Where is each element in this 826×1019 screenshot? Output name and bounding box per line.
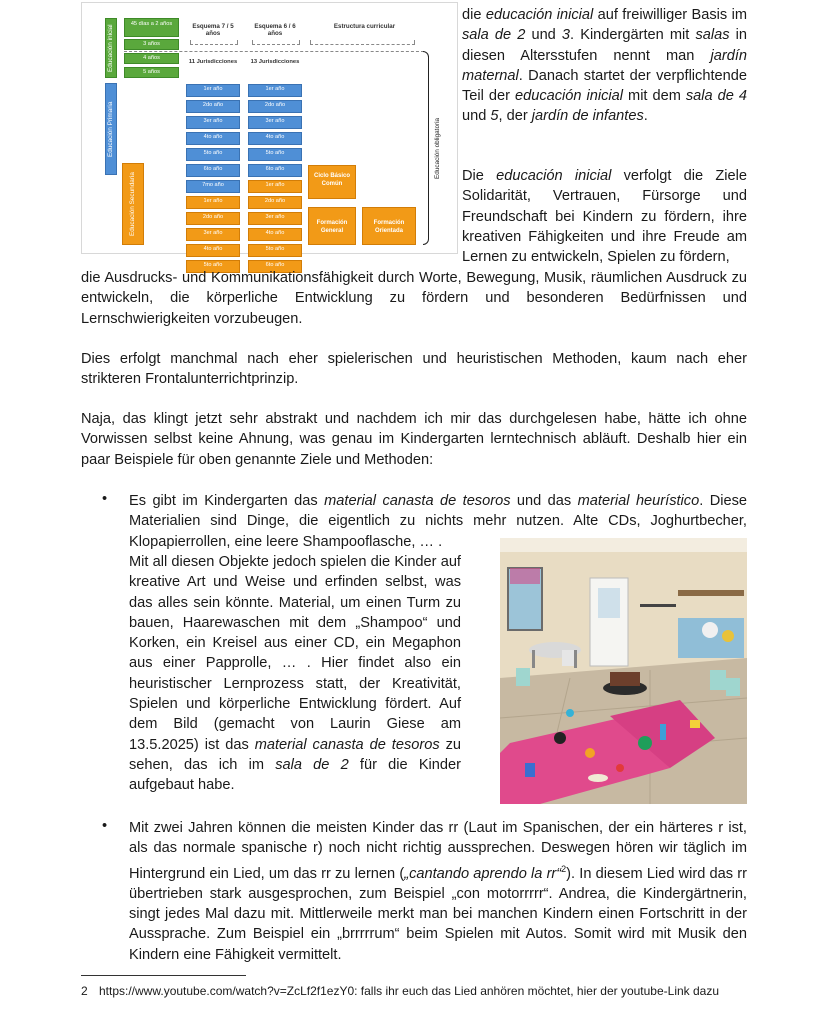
year-box: 5to año [186, 260, 240, 273]
school-structure-diagram [81, 2, 458, 268]
year-box: 5to año [186, 148, 240, 161]
text-run: sala de 4 [685, 88, 747, 105]
text-run: verpflichtende Teil der [462, 67, 747, 105]
text-run: auf freiwilliger Basis [593, 7, 728, 23]
age-box: 5 años [124, 67, 179, 78]
text-run: educación inicial [515, 88, 624, 105]
text-run: Mit all diesen Objekte jedoch spielen die Kinder auf kreative Art und Weise und erfinden selbst, was das alles sein könnte. Material, um einen Turm zu bauen, Haarewaschen mit dem „Shampoo“ und Korken, ein Kreisel aus einer CD, ein Megaphon aus einer Papprolle, … . Hier findet also ein heuristischer Lernprozess statt, der Kreativität, Spielen und körperliche Entwicklung fördert. Auf dem Bild (gemacht von Laurin Giese am 13.5.2025) ist das [129, 554, 461, 753]
year-box: 6to año [248, 164, 302, 177]
text-run: jardín [710, 47, 747, 64]
text-run: mit dem [628, 88, 686, 105]
text-run: und [462, 108, 491, 125]
text-run: Dies erfolgt manchmal nach eher spielerischen und heuristischen Methoden, kaum nach eher strikteren Frontalunterrichtprinzip. [81, 351, 747, 388]
paragraph-goals-bottom [81, 268, 747, 329]
year-box: 1er año [186, 196, 240, 209]
text-run: educación inicial [485, 7, 594, 23]
text-run: . [643, 108, 648, 125]
text-run: Naja, das klingt jetzt sehr abstrakt und nachdem ich mir das durchgelesen habe, hätte ich ohne Vorwissen selbst keine Ahnung, was genau im Kindergarten lerntechnisch abläuft. Deshalb hier ein paar Beispiele für oben genannte Ziele und Methoden: [81, 411, 747, 468]
scheme2-bracket [252, 40, 300, 45]
scheme1-head: Esquema 7 / 5 años [192, 23, 234, 37]
bullet-marker: • [102, 818, 108, 834]
text-run: . Danach startet der [518, 67, 651, 84]
separator-line [124, 51, 424, 52]
footnote [81, 983, 761, 999]
text-run: Mit zwei Jahren können die meisten Kinder das rr (Laut im Spanischen, der ein härteres r ist, als das normale spanische r) noch nicht richtig aussprechen. Deswegen hören wir täglich im Hintergrund ein Lied, um das rr zu lernen ( [129, 820, 747, 882]
bullet-marker: • [102, 491, 108, 507]
scheme1-bracket [190, 40, 238, 45]
text-run: infantes [592, 108, 644, 125]
text-run: salas [695, 27, 730, 44]
year-box: 2do año [248, 100, 302, 113]
footnote-number: 2 [81, 984, 88, 998]
year-box: 1er año [248, 180, 302, 193]
year-box: 3er año [186, 116, 240, 129]
year-box: 2do año [186, 100, 240, 113]
text-run: „cantando aprendo la rr“ [404, 865, 562, 882]
text-run: verfolgt die Ziele Solidarität, Vertrauen, Fürsorge und Freundschaft bei Kindern zu fördern, ihre kreativen Fähigkeiten und ihre Freude am Lernen zu entwickeln, Spielen zu fördern, [462, 168, 747, 266]
text-run: zu sehen, das ich im [129, 736, 461, 773]
text-run: maternal [462, 67, 519, 84]
age-box: 45 días a 2 años [124, 18, 179, 37]
bullet1-text-side [129, 552, 461, 796]
secondary-education-label: Educación Secundaria [122, 163, 144, 245]
footnote-separator [81, 975, 246, 976]
year-box: 4to año [248, 132, 302, 145]
structure-head: Estructura curricular [333, 23, 396, 30]
text-run: educación inicial [496, 168, 612, 184]
kindergarten-room-image [500, 538, 747, 804]
year-box: 3er año [186, 228, 240, 241]
text-run: Die [462, 168, 497, 184]
text-run: die Ausdrucks- und Kommunikationsfähigkeit durch Worte, Bewegung, Musik, räumlichen Ausdruck zu entwickeln, die körperliche Entwicklung zu fördern und besonderen Bedürfnissen und Lernschwierigkeiten vorzubeugen. [81, 270, 747, 327]
mandatory-bracket [423, 51, 429, 245]
paragraph-goals-top [462, 166, 747, 267]
text-run: 3 [561, 27, 571, 44]
year-box: 1er año [186, 84, 240, 97]
text-run: material canasta de tesoros [254, 736, 440, 753]
year-box: 4to año [186, 244, 240, 257]
jurisdictions-1: 11 Jurisdicciones [188, 59, 238, 65]
text-run: die [462, 7, 486, 23]
scheme2-column [248, 84, 302, 276]
year-box: 5to año [248, 148, 302, 161]
kindergarten-room-photo [500, 538, 747, 804]
text-run: material heurístico [577, 493, 700, 509]
text-run: Es gibt im Kindergarten das [129, 493, 325, 509]
text-run: . Kindergärten mit [570, 27, 696, 44]
paragraph-methods [81, 349, 747, 390]
year-box: 2do año [186, 212, 240, 225]
formacion-orientada-box: Formación Orientada [362, 207, 416, 245]
scheme2-head: Esquema 6 / 6 años [254, 23, 296, 37]
initial-education-label: Educación inicial [105, 18, 117, 78]
text-run: sala de 2 [462, 27, 526, 44]
year-box: 5to año [248, 244, 302, 257]
scheme1-column [186, 84, 240, 276]
text-run: . Diese Materialien sind Dinge, die eigentlich zu nichts mehr nutzen. Alte CDs, Joghurtbecher, Klopapierrollen, eine leere Shampooflasche, … . [129, 493, 747, 550]
year-box: 6to año [186, 164, 240, 177]
year-box: 4to año [248, 228, 302, 241]
footnote-ref: 2 [561, 863, 567, 874]
jurisdictions-2: 13 Jurisdicciones [250, 59, 300, 65]
text-run: 5 [490, 108, 499, 125]
structure-bracket [310, 40, 415, 45]
year-box: 2do año [248, 196, 302, 209]
year-box: 3er año [248, 212, 302, 225]
age-box: 3 años [124, 39, 179, 50]
text-run: ). In diesem Lied wird das rr übertrieben stark ausgesprochen, zum Beispiel „con motorrrrr“. Andrea, die Kindergärtnerin, singt jedes Mal dazu mit. Mittlerweile merkt man bei manchen Kindern einen Fortschritt in der Aussprache. Zum Beispiel ein „brrrrrum“ beim Spielen mit Autos. Somit wird mit Musik den Kindern eine Fähigkeit vermittelt. [129, 865, 747, 963]
text-run: material canasta de tesoros [324, 493, 511, 509]
mandatory-label: Educación obligatoria [434, 117, 441, 179]
text-run: , der [498, 108, 532, 125]
year-box: 4to año [186, 132, 240, 145]
text-run: und das [510, 493, 578, 509]
year-box: 3er año [248, 116, 302, 129]
text-run: im [731, 7, 748, 23]
text-run: in diesen Altersstufen nennt man [462, 27, 747, 64]
bullet2-text [129, 818, 747, 965]
ciclo-basico-box: Ciclo Básico Común [308, 165, 356, 199]
text-run: sala de 2 [275, 756, 349, 773]
paragraph-intro [462, 5, 747, 127]
age-box: 4 años [124, 53, 179, 64]
year-box: 6to año [248, 260, 302, 273]
paragraph-examples-intro [81, 409, 747, 470]
formacion-general-box: Formación General [308, 207, 356, 245]
primary-education-label: Educación Primaria [105, 83, 117, 175]
text-run: und [525, 27, 562, 44]
text-run: jardín de [531, 108, 589, 125]
text-run: für die Kinder aufgebaut habe. [129, 756, 462, 794]
year-box: 1er año [248, 84, 302, 97]
footnote-text: https://www.youtube.com/watch?v=ZcLf2f1ezY0: falls ihr euch das Lied anhören möchtet, hier der youtube-Link dazu [99, 984, 720, 998]
year-box: 7mo año [186, 180, 240, 193]
